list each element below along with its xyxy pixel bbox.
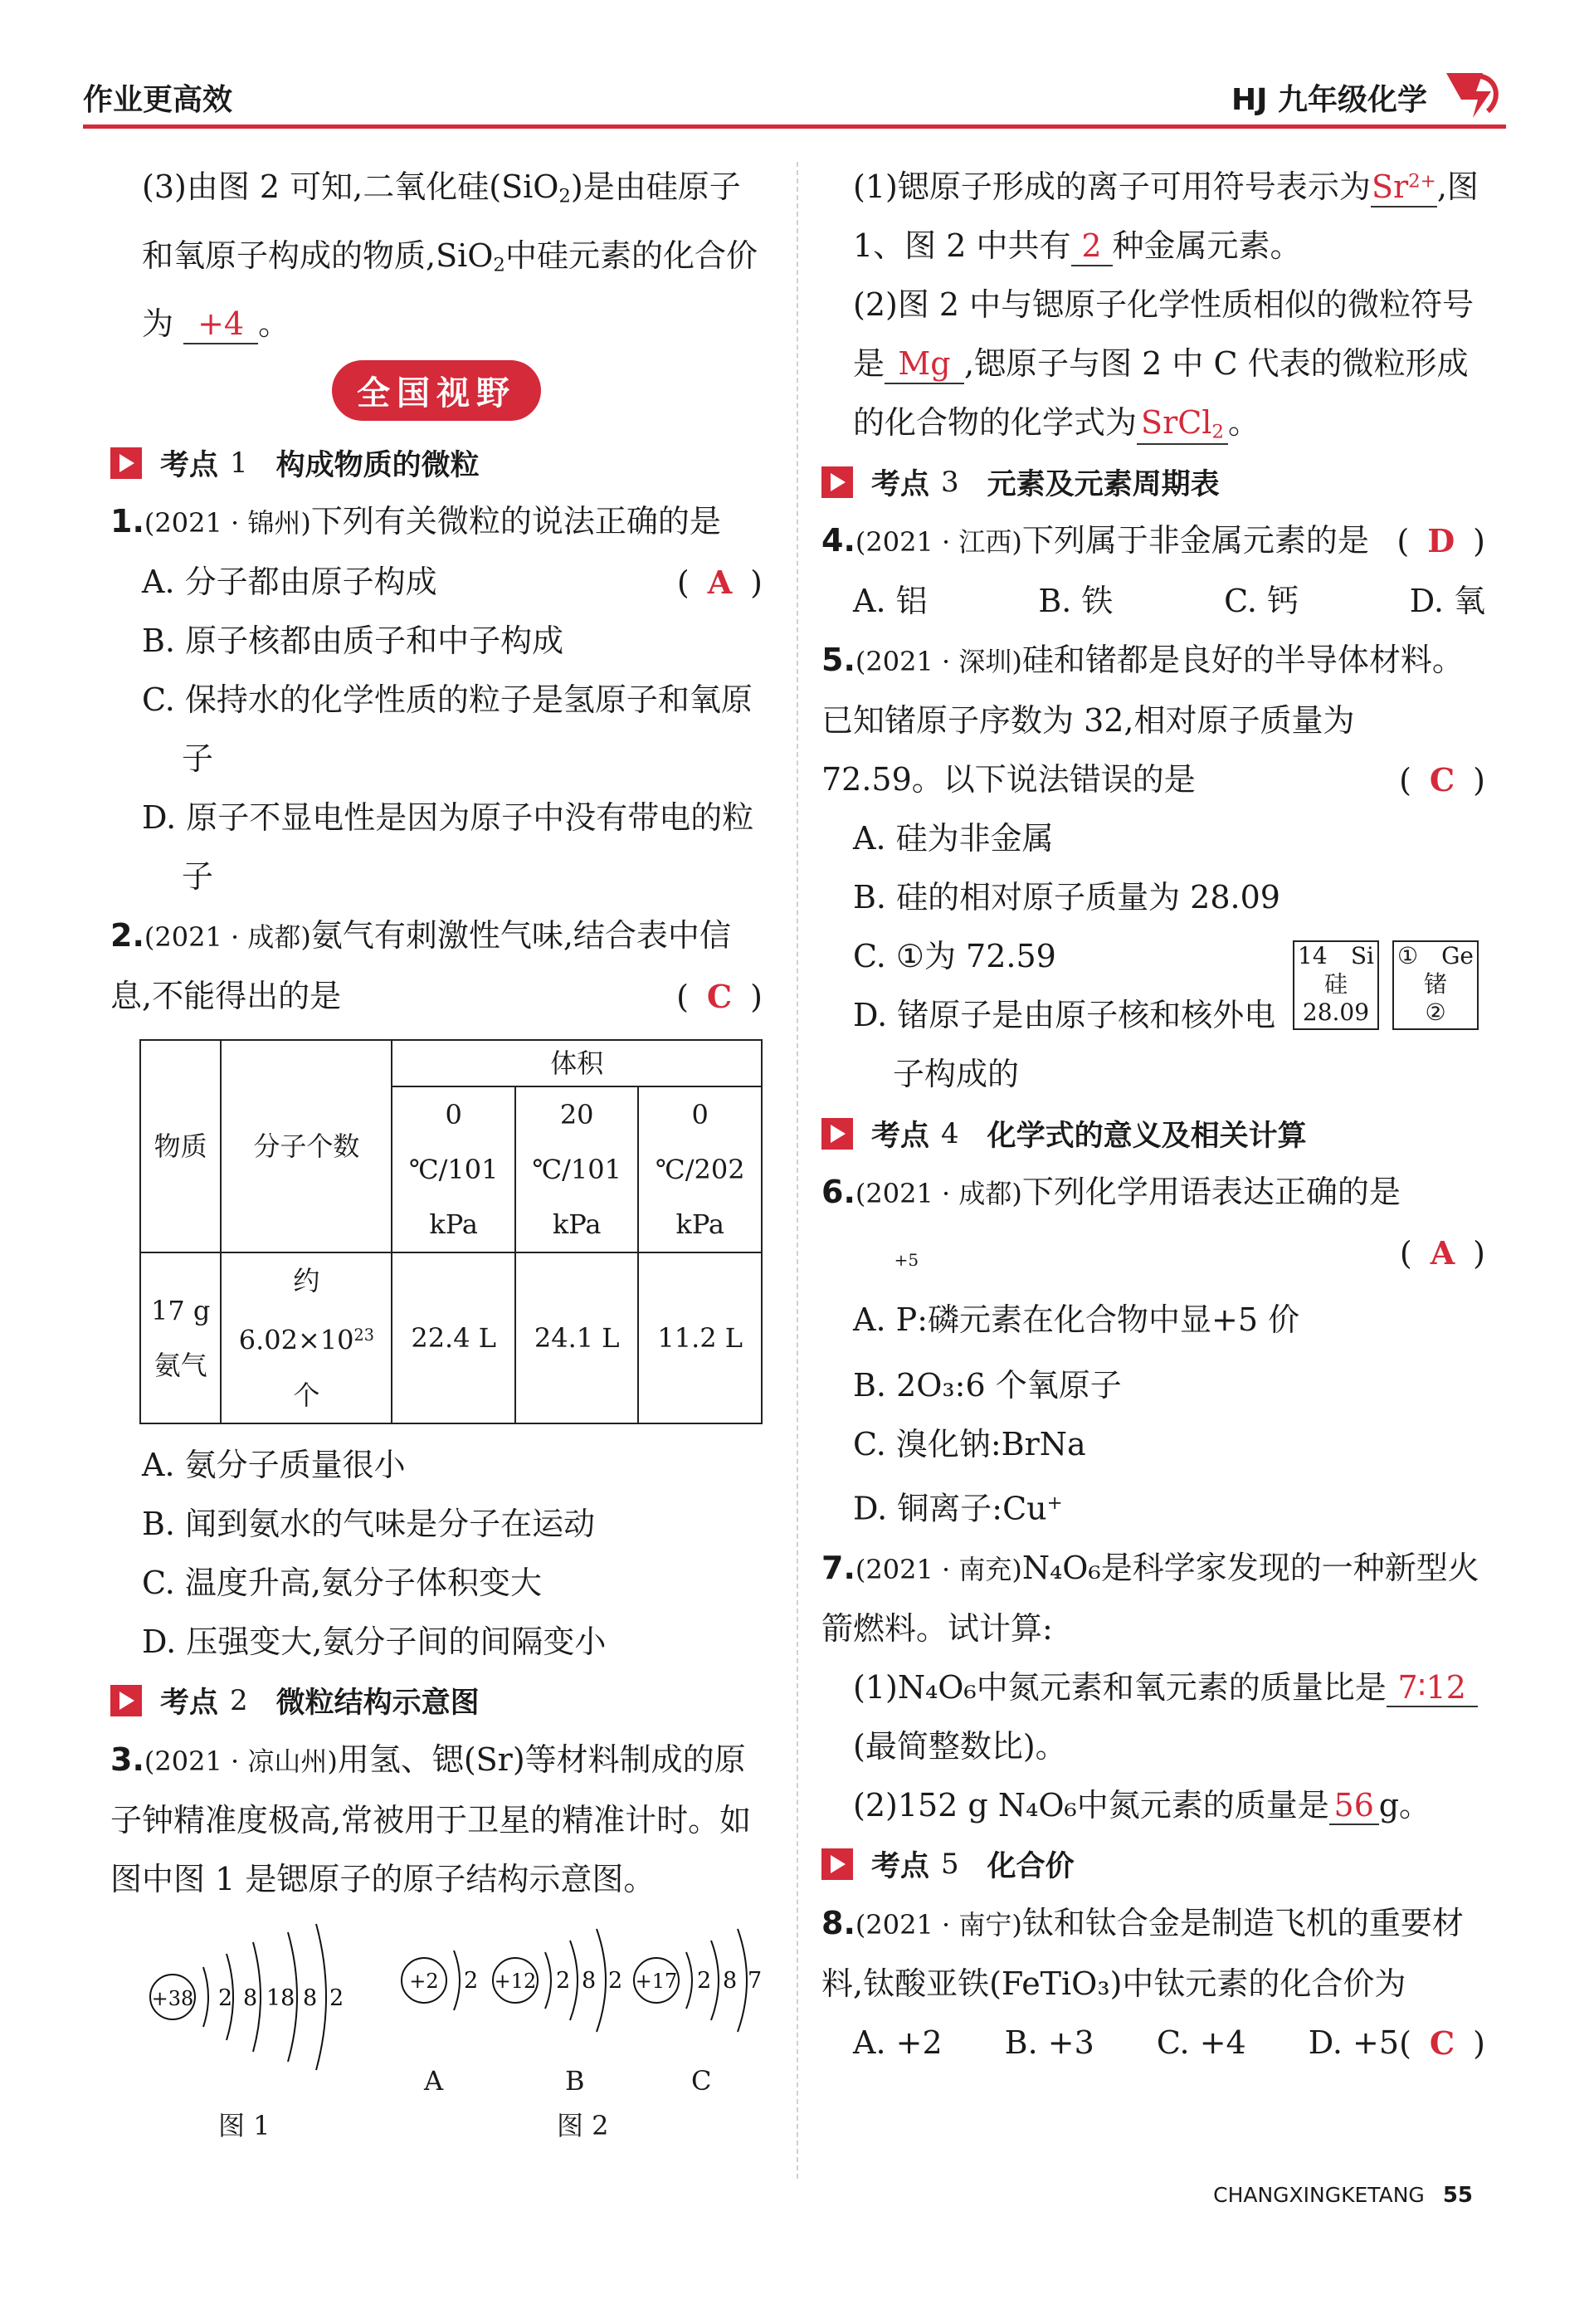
td-volume-1: 22.4 L <box>392 1252 515 1423</box>
q3-part2: (2)图 2 中与锶原子化学性质相似的微粒符号是 Mg ,锶原子与图 2 中 C 代表的微粒形成的化合物的化学式为 SrCl$_2$ 。 <box>821 276 1485 452</box>
sr-e2: 8 <box>243 1985 258 2011</box>
section-heading-3: 考点 3 元素及元素周期表 <box>821 452 1485 511</box>
column-divider <box>797 162 798 2179</box>
q8-options <box>821 2014 1399 2073</box>
section-heading-5: 考点 5 化合价 <box>821 1835 1485 1894</box>
q2-option-c: C. 温度升高,氨分子体积变大 <box>142 1564 542 1601</box>
answer-blank: SrCl$_2$ <box>1137 405 1228 445</box>
q4-stem: 4.(2021 · 江西)下列属于非金属元素的是 ( D ) <box>821 511 1485 572</box>
a-e1: 2 <box>464 1967 479 1994</box>
th-cond-1: 0 ℃/101 kPa <box>392 1086 515 1252</box>
q8-option-b: B. +3 <box>1004 2024 1094 2061</box>
q7-stem: 7.(2021 · 南充)N₄O₆是科学家发现的一种新型火箭燃料。试计算: <box>821 1549 1479 1647</box>
atom-diagrams <box>110 1909 763 2150</box>
play-marker-icon <box>821 1848 853 1880</box>
sr-e4: 8 <box>303 1985 318 2011</box>
q5-option-d: D. 锗原子是由原子核和核外电子构成的 <box>853 997 1276 1092</box>
answer-blank: 2 <box>1071 228 1113 266</box>
th-cond-2: 20 ℃/101 kPa <box>515 1086 639 1252</box>
th-molecules: 分子个数 <box>221 1040 392 1252</box>
q4-answer: ( D ) <box>1396 522 1485 559</box>
c-shell-1 <box>686 1952 692 2009</box>
play-marker-icon <box>821 466 853 498</box>
q4-option-c: C. 钙 <box>1224 583 1299 619</box>
q3-part3: (3)由图 2 可知,二氧化硅(SiO$_2$)是由硅原子和氧原子构成的物质,SiO$_2$中硅元素的化合价为 +4 。 <box>110 158 763 354</box>
c-nucleus: +17 <box>635 1969 678 1993</box>
right-column <box>821 158 1485 2073</box>
q7-part2: (2)152 g N₄O₆中氮元素的质量是 56 g。 <box>821 1776 1485 1835</box>
sr-e1: 2 <box>218 1985 233 2011</box>
play-marker-icon <box>110 447 142 479</box>
q5-answer: ( C ) <box>1399 761 1485 798</box>
header-slogan: 作业更高效 <box>83 83 233 117</box>
page-number: 55 <box>1442 2183 1473 2208</box>
c-e2: 8 <box>723 1967 738 1994</box>
sr-e3: 18 <box>266 1985 295 2011</box>
c-shell-3 <box>738 1929 747 2032</box>
q4-options <box>821 572 1485 631</box>
a-nucleus: +2 <box>409 1969 439 1993</box>
q1-option-a: A. 分子都由原子构成 <box>142 564 437 601</box>
td-volume-3: 11.2 L <box>638 1252 762 1423</box>
q5-option-c: C. ①为 72.59 <box>853 938 1056 974</box>
td-volume-2: 24.1 L <box>515 1252 639 1423</box>
b-e2: 8 <box>582 1967 597 1994</box>
national-vision-banner <box>110 354 763 433</box>
q3-stem: 3.(2021 · 凉山州)用氢、锶(Sr)等材料制成的原子钟精准度极高,常被用于卫星的精准计时。如图中图 1 是锶原子的原子结构示意图。 <box>110 1741 752 1897</box>
question-7 <box>821 1539 1485 1835</box>
th-substance: 物质 <box>140 1040 221 1252</box>
q6-option-a: A. +5 P:磷元素在化合物中显+5 价 <box>853 1250 1300 1338</box>
q2-option-d: D. 压强变大,氨分子间的间隔变小 <box>142 1623 607 1660</box>
q6-option-b: B. 2O₃:6 个氧原子 <box>853 1367 1122 1404</box>
label-b: B <box>565 2064 585 2097</box>
page-header <box>83 76 1506 123</box>
q6-stem: 6.(2021 · 成都)下列化学用语表达正确的是 <box>821 1174 1401 1210</box>
b-e3: 2 <box>608 1967 623 1994</box>
play-marker-icon <box>110 1685 142 1716</box>
q5-option-a: A. 硅为非金属 <box>853 820 1054 857</box>
q3-part1: (1)锶原子形成的离子可用符号表示为$Sr^{2+}$,图 1、图 2 中共有 2 种金属元素。 <box>821 158 1485 276</box>
a-shell-1 <box>454 1950 460 2010</box>
q2-stem: 2.(2021 · 成都)氨气有刺激性气味,结合表中信息,不能得出的是 ( C ) <box>110 906 763 1026</box>
q4-option-b: B. 铁 <box>1038 583 1114 619</box>
element-cell-si: 14 Si 硅 28.09 <box>1293 940 1379 1030</box>
q6-option-c: C. 溴化钠:BrNa <box>853 1426 1086 1462</box>
q5-stem: 5.(2021 · 深圳)硅和锗都是良好的半导体材料。已知锗原子序数为 32,相对原子质量为 72.59。以下说法错误的是 ( C ) <box>821 631 1485 809</box>
c-e1: 2 <box>697 1967 712 1994</box>
th-volume: 体积 <box>392 1040 762 1086</box>
answer-blank: $Sr^{2+}$ <box>1371 169 1437 208</box>
sr-e5: 2 <box>329 1985 344 2011</box>
q5-options <box>821 809 1485 1104</box>
play-marker-icon <box>821 1118 853 1150</box>
q1-option-c: C. 保持水的化学性质的粒子是氢原子和氧原子 <box>142 681 753 778</box>
c-shell-2 <box>711 1941 719 2020</box>
th-cond-3: 0 ℃/202 kPa <box>638 1086 762 1252</box>
figure-2-caption: 图 2 <box>557 2109 609 2141</box>
sr-shell-5 <box>316 1924 326 2070</box>
header-book-title: HJ 九年级化学 <box>1231 83 1427 117</box>
banner-label: 全国视野 <box>332 360 541 421</box>
figure-1-caption: 图 1 <box>218 2109 271 2141</box>
question-3 <box>110 1731 763 2150</box>
sr-shell-1 <box>203 1967 208 2027</box>
q8-option-a: A. +2 <box>853 2024 943 2061</box>
q2-option-b: B. 闻到氨水的气味是分子在运动 <box>142 1505 596 1542</box>
td-molecules: 约 $6.02\times 10^{23}$个 <box>221 1252 392 1423</box>
element-cell-ge: ① Ge 锗 ② <box>1392 940 1479 1030</box>
section-heading-2: 考点 2 微粒结构示意图 <box>110 1672 763 1731</box>
section-heading-4: 考点 4 化学式的意义及相关计算 <box>821 1104 1485 1163</box>
question-8 <box>821 1894 1485 2073</box>
q8-answer: ( C ) <box>1399 2024 1485 2062</box>
q1-option-b: B. 原子核都由质子和中子构成 <box>142 622 564 660</box>
q4-option-d: D. 氧 <box>1409 583 1485 619</box>
td-substance: 17 g氨气 <box>140 1252 221 1423</box>
q1-option-d: D. 原子不显电性是因为原子中没有带电的粒子 <box>142 799 754 896</box>
b-shell-1 <box>545 1952 551 2009</box>
question-1 <box>110 492 763 906</box>
left-column <box>110 158 763 2150</box>
answer-blank: +4 <box>183 306 258 344</box>
atom-structure-figure <box>110 1909 763 2150</box>
footer-brand: CHANGXINGKETANG <box>1213 2183 1425 2207</box>
q7-part1: (1)N₄O₆中氮元素和氧元素的质量比是 7∶12(最简整数比)。 <box>821 1658 1485 1776</box>
answer-blank: Mg <box>885 346 964 384</box>
header-rule <box>83 124 1506 129</box>
question-2 <box>110 906 763 1672</box>
b-e1: 2 <box>556 1967 571 1994</box>
b-shell-3 <box>597 1929 606 2032</box>
c-e3: 7 <box>748 1967 763 1994</box>
sr-nucleus: +38 <box>151 1986 194 2010</box>
section-heading-1: 考点 1 构成物质的微粒 <box>110 433 763 492</box>
publisher-logo-icon <box>1440 66 1506 123</box>
q5-option-b: B. 硅的相对原子质量为 28.09 <box>853 879 1280 915</box>
page-footer <box>1213 2183 1473 2208</box>
question-5 <box>821 631 1485 1104</box>
q1-answer: ( A ) <box>676 564 763 602</box>
q2-option-a: A. 氨分子质量很小 <box>142 1446 406 1483</box>
valence-label: +5 <box>894 1250 919 1270</box>
q6-answer: ( A ) <box>1399 1234 1485 1272</box>
ammonia-data-table <box>139 1039 763 1424</box>
q1-stem: 1.(2021 · 锦州)下列有关微粒的说法正确的是 ( A ) <box>110 492 763 553</box>
q4-option-a: A. 铝 <box>853 583 928 619</box>
question-4 <box>821 511 1485 631</box>
q8-stem: 8.(2021 · 南宁)钛和钛合金是制造飞机的重要材料,钛酸亚铁(FeTiO₃)中钛元素的化合价为 ( C ) <box>821 1894 1485 2014</box>
b-nucleus: +12 <box>494 1969 537 1993</box>
b-shell-2 <box>570 1941 578 2020</box>
answer-blank: 56 <box>1329 1788 1379 1826</box>
label-c: C <box>691 2064 712 2097</box>
answer-blank: 7∶12 <box>1387 1670 1478 1708</box>
q6-option-d: D. 铜离子:Cu+ <box>853 1490 1063 1527</box>
q2-answer: ( C ) <box>676 978 763 1016</box>
label-a: A <box>424 2064 444 2097</box>
question-6 <box>821 1163 1485 1539</box>
q8-option-c: C. +4 <box>1156 2024 1246 2061</box>
q8-option-d: D. +5 <box>1308 2024 1400 2061</box>
